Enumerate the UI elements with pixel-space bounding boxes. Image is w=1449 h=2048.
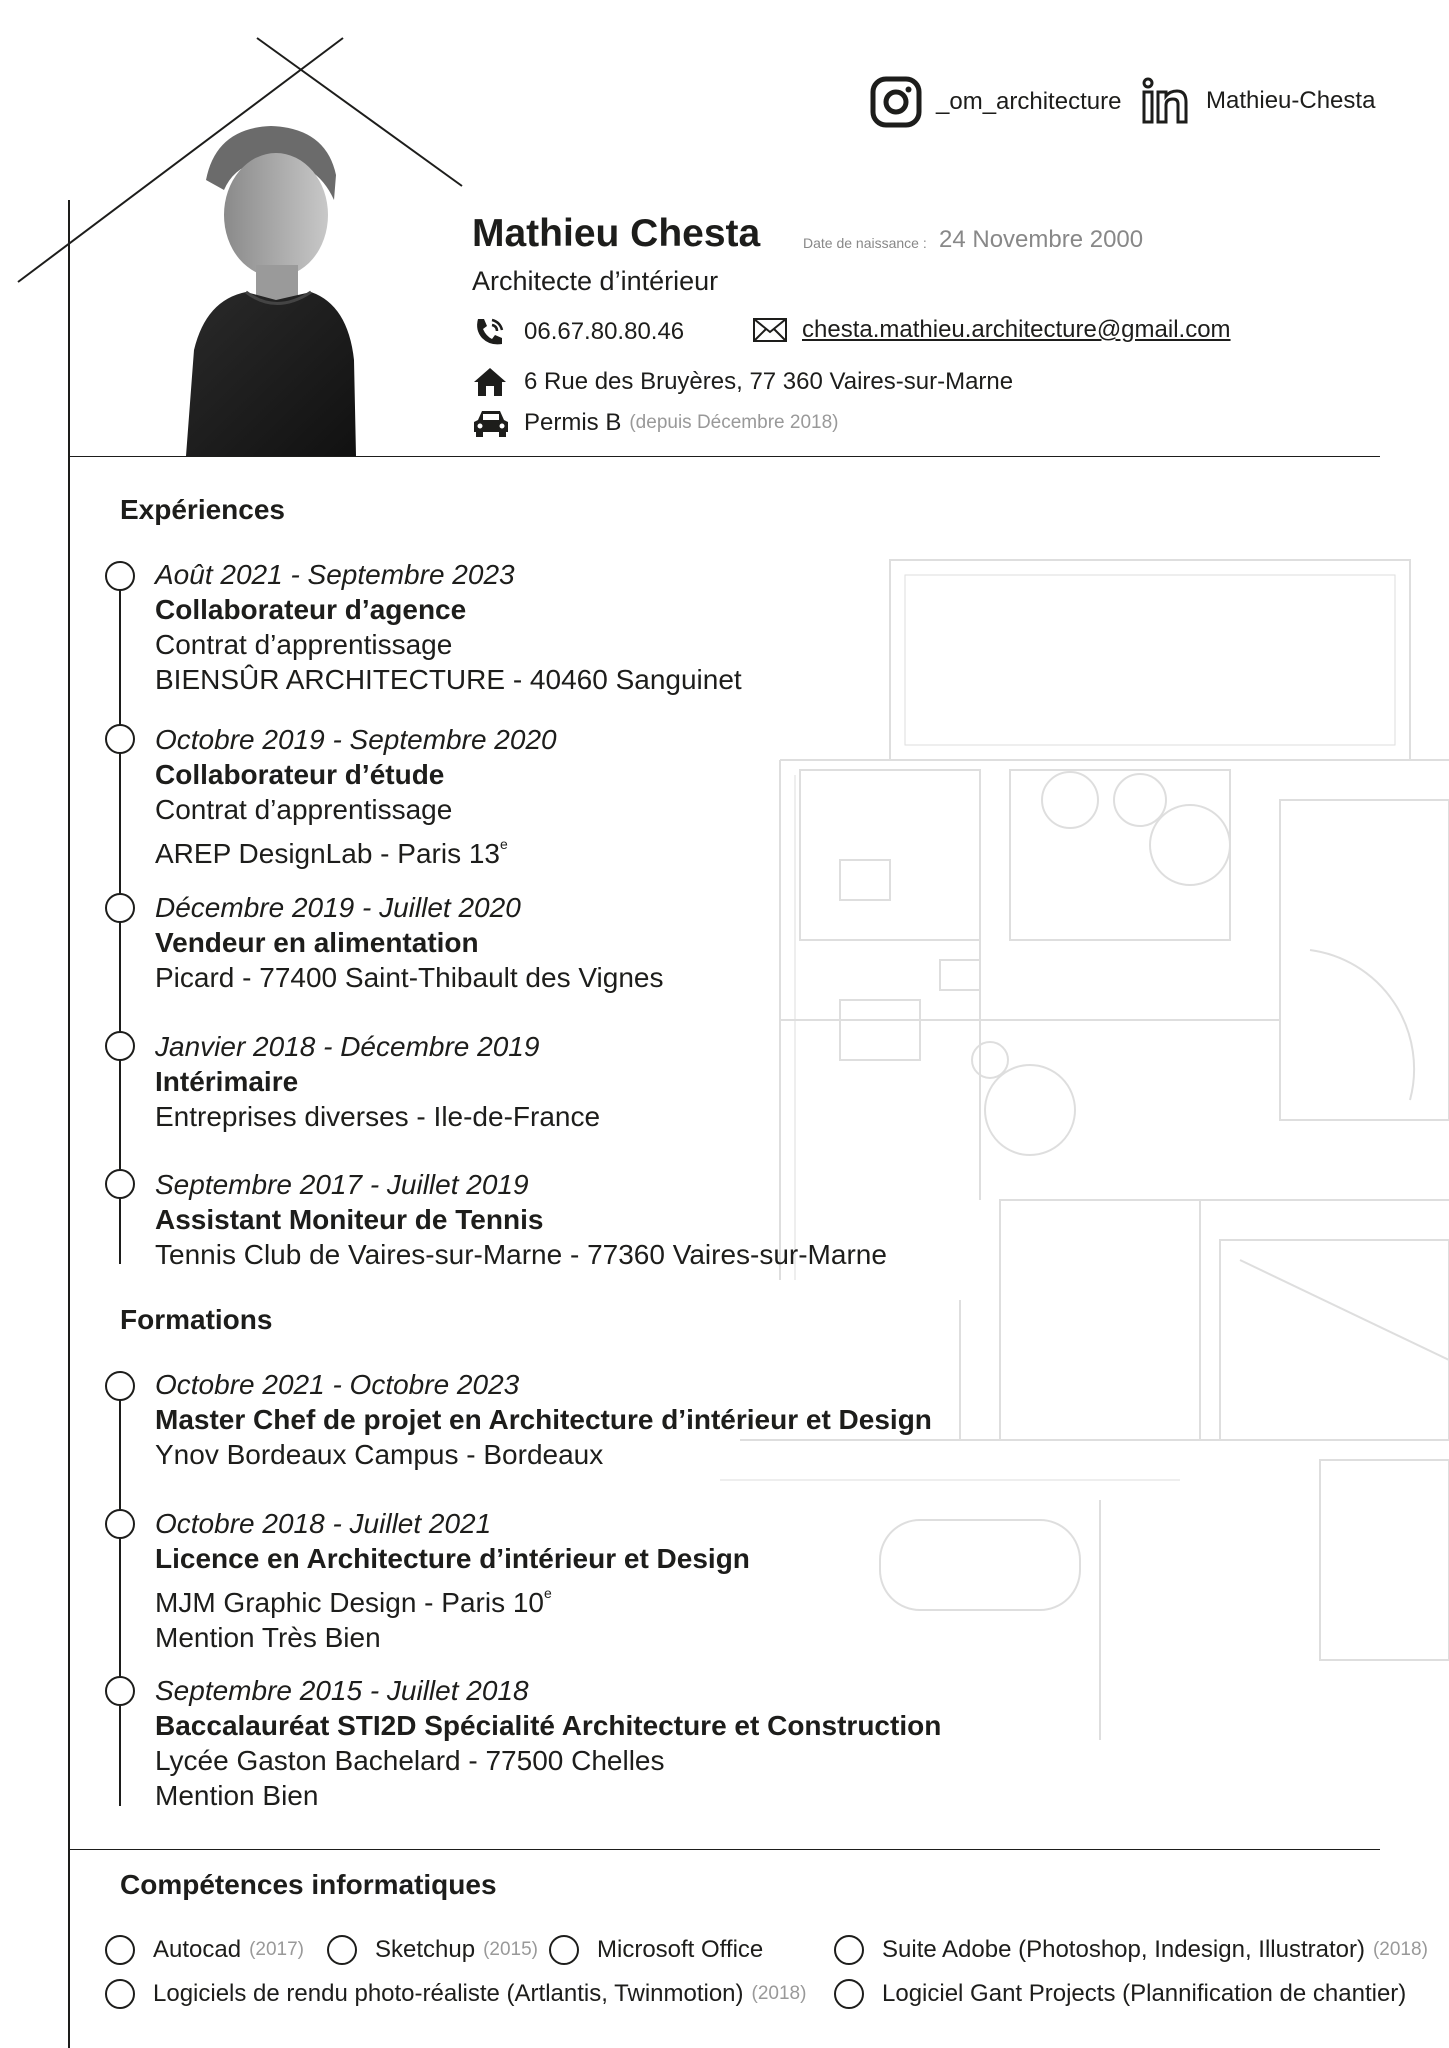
skill-bullet [834,1935,864,1965]
address-row [472,366,1013,398]
timeline-dot [105,1371,135,1401]
instagram-link[interactable] [870,76,1121,128]
email-row [752,316,1231,344]
formation-item: Octobre 2018 - Juillet 2021 Licence en Architecture d’intérieur et Design MJM Graphic Design - Paris 10e Mention Très Bien [155,1508,750,1653]
formation-item: Octobre 2021 - Octobre 2023 Master Chef de projet en Architecture d’intérieur et Design Ynov Bordeaux Campus - Bordeaux [155,1369,932,1470]
car-icon [472,408,510,438]
skills-divider [69,1849,1380,1850]
skill-item: Sketchup (2015) [327,1935,538,1965]
portrait-photo [176,120,356,456]
skill-bullet [105,1979,135,2009]
linkedin-link[interactable] [1140,76,1375,126]
experience-item: Août 2021 - Septembre 2023 Collaborateur d’agence Contrat d’apprentissage BIENSÛR ARCHITECTURE - 40460 Sanguinet [155,559,742,695]
address: 6 Rue des Bruyères, 77 360 Vaires-sur-Marne [524,368,1014,395]
phone-icon [472,316,508,348]
floor-plan-background [720,500,1449,1740]
dob-value: 24 Novembre 2000 [939,226,1144,253]
dob-label: Date de naissance : [803,235,927,251]
license-since: (depuis Décembre 2018) [629,412,839,433]
mail-icon [752,317,788,343]
instagram-handle: _om_architecture [936,88,1122,115]
timeline-dot [105,561,135,591]
instagram-icon [870,76,922,128]
experience-item: Janvier 2018 - Décembre 2019 Intérimaire Entreprises diverses - Ile-de-France [155,1031,601,1132]
skill-item: Microsoft Office [549,1935,763,1965]
skill-bullet [327,1935,357,1965]
phone-number[interactable]: 06.67.80.80.46 [524,318,685,345]
skill-item: Suite Adobe (Photoshop, Indesign, Illustrator) (2018) [834,1935,1428,1965]
formation-item: Septembre 2015 - Juillet 2018 Baccalauréat STI2D Spécialité Architecture et Construction Lycée Gaston Bachelard - 77500 Chelles Mention Bien [155,1675,942,1811]
person-name: Mathieu Chesta [472,212,761,255]
skill-bullet [834,1979,864,2009]
timeline-dot [105,1676,135,1706]
email-link[interactable]: chesta.mathieu.architecture@gmail.com [802,316,1231,343]
timeline-dot [105,1031,135,1061]
linkedin-icon [1140,76,1190,126]
timeline-dot [105,724,135,754]
skill-item: Logiciels de rendu photo-réaliste (Artlantis, Twinmotion) (2018) [105,1979,806,2009]
timeline-dot [105,1509,135,1539]
skills-heading: Compétences informatiques [120,1869,497,1900]
license-row [472,408,838,438]
header-divider [69,456,1380,457]
skill-bullet [105,1935,135,1965]
skill-item: Logiciel Gant Projects (Plannification de chantier) [834,1979,1406,2009]
experiences-heading: Expériences [120,494,285,525]
timeline-dot [105,893,135,923]
experience-item: Octobre 2019 - Septembre 2020 Collaborateur d’étude Contrat d’apprentissage AREP DesignLab - Paris 13e [155,724,557,869]
license: Permis B [524,409,622,436]
skill-bullet [549,1935,579,1965]
linkedin-handle: Mathieu-Chesta [1206,87,1376,114]
formations-timeline [119,1384,121,1806]
phone-row [472,316,684,348]
experience-item: Décembre 2019 - Juillet 2020 Vendeur en alimentation Picard - 77400 Saint-Thibault des Vignes [155,892,664,993]
experience-item: Septembre 2017 - Juillet 2019 Assistant Moniteur de Tennis Tennis Club de Vaires-sur-Marne - 77360 Vaires-sur-Marne [155,1169,887,1270]
skill-item: Autocad (2017) [105,1935,304,1965]
formations-heading: Formations [120,1304,273,1335]
job-title: Architecte d’intérieur [472,266,719,296]
left-frame-line [68,455,70,2048]
timeline-dot [105,1169,135,1199]
home-icon [472,366,508,398]
